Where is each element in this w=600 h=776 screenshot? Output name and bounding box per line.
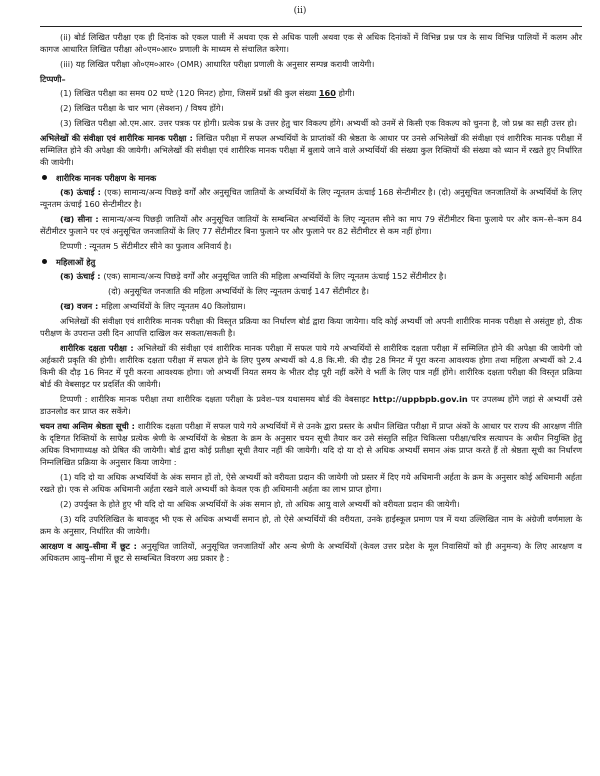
header-rule xyxy=(40,26,582,27)
website-link[interactable]: http://uppbpb.gov.in xyxy=(372,394,468,404)
female-height: (क) ऊंचाई : (एक) सामान्य/अन्य पिछड़े वर्गों और अनुसूचित जाति की महिला अभ्यर्थियों के लिए न्यूनतम ऊंचाई 152 सेंटीमीटर है। xyxy=(60,271,447,281)
bullet-icon xyxy=(42,175,47,180)
tie-rule-1: (1) यदि दो या अधिक अभ्यर्थियों के अंक समान हों तो, ऐसे अभ्यर्थी को वरीयता प्रदान की जायेगी जो प्रस्तर में दिए गये अधिमानी अर्हता के क्रम के अनुसार कोई अधिमानी अर्हता रखते हो। एक से अधिक अधिमानी अर्हता रखने वाले अभ्यर्थी को केवल एक ही अधिमानी अर्हता का लाभ प्राप्त होगा। xyxy=(40,472,582,494)
female-weight: (ख) वजन : महिला अभ्यर्थियों के लिए न्यूनतम 40 किलोग्राम। xyxy=(60,301,246,311)
note-3: (3) लिखित परीक्षा ओ.एम.आर. उत्तर पत्रक पर होगी। प्रत्येक प्रश्न के उत्तर हेतु चार विकल्प होंगे। अभ्यर्थी को उनमें से किसी एक विकल्प को चुनना है, जो प्रश्न का सही उत्तर हो। xyxy=(60,118,577,128)
section-label: अभिलेखों की संवीक्षा एवं शारीरिक मानक परीक्षा : xyxy=(40,133,197,143)
page-number: (ii) xyxy=(293,6,307,16)
para-objection: अभिलेखों की संवीक्षा एवं शारीरिक मानक परीक्षा की विस्तृत प्रक्रिया का निर्धारण बोर्ड द्वारा किया जायेगा। यदि कोई अभ्यर्थी जो अपनी शारीरिक मानक परीक्षा से असंतुष्ट हो, ठीक परीक्षण के उपरान्त उसी दिन आपत्ति दाखिल कर सकता/सकती है। xyxy=(40,316,582,338)
document-body xyxy=(40,31,582,567)
tie-rule-3: (3) यदि उपरिलिखित के बावजूद भी एक से अधिक अभ्यर्थी समान हो, तो ऐसे अभ्यर्थियों की वरीयता, उनके हाईस्कूल प्रमाण पत्र में यथा उल्लिखित नाम के अंग्रेजी वर्णमाला के क्रम के अनुसार, निर्धारित की जायेगी। xyxy=(40,514,582,536)
note-1: (1) लिखित परीक्षा का समय 02 घण्टे (120 मिनट) होगा, जिसमें प्रश्नों की कुल संख्या 160 होगी। xyxy=(60,88,355,98)
para-exam-shifts: (ii) बोर्ड लिखित परीक्षा एक ही दिनांक को एकल पाली में अथवा एक से अधिक पाली अथवा एक से अधिक दिनांकों में विभिन्न प्रश्न पत्र के साथ विभिन्न पालियों में कलम और कागज आधारित लिखित परीक्षा ओ०एम०आर० प्रणाली के माध्यम से संचालित करेगा। xyxy=(40,32,582,54)
bullet-physical-standards: शारीरिक मानक परीक्षण के मानक xyxy=(40,172,582,184)
male-chest: (ख) सीना : सामान्य/अन्य पिछड़ी जातियों और अनुसूचित जातियों के सम्बन्धित अभ्यर्थियों के लिए न्यूनतम सीने का माप 79 सेंटीमीटर बिना फुलाये पर और कम–से–कम 84 सेंटीमीटर फुलाने पर एवं अनुसूचित जनजातियों के लिए 77 सेंटीमीटर बिना फुलाने पर और फुलाने पर 82 सेंटीमीटर से कम नहीं होगा। xyxy=(40,214,582,236)
para-merit-list: चयन तथा अन्तिम श्रेष्ठता सूची : शारीरिक दक्षता परीक्षा में सफल पाये गये अभ्यर्थियों में से उनके द्वारा प्रस्तर के अधीन लिखित परीक्षा में प्राप्त अंकों के आधार पर राज्य की आरक्षण नीति के दृष्टिगत रिक्तियों के सापेक्ष प्रत्येक श्रेणी के अभ्यर्थियों के श्रेष्ठता के क्रम के अनुसार चयन सूची तैयार कर उसे संस्तुति सहित चिकित्सा परीक्षा/चरित्र सत्यापन के अधीन नियुक्ति हेतु अधिक विभागाध्यक्ष को प्रेषित की जायेगी। बोर्ड द्वारा कोई प्रतीक्षा सूची तैयार नहीं की जायेगी। यदि दो या दो से अधिक अभ्यर्थी समान अंक प्राप्त करते हैं तो श्रेष्ठता सूची का निर्धारण निम्नलिखित प्रक्रिया के अनुसार किया जायेगा : xyxy=(40,421,582,467)
male-height: (क) ऊंचाई : (एक) सामान्य/अन्य पिछड़े वर्गों और अनुसूचित जातियों के अभ्यर्थियों के लिए न्यूनतम ऊंचाई 168 सेन्टीमीटर है। (दो) अनुसूचित जनजातियों के अभ्यर्थियों के लिए न्यूनतम ऊंचाई 160 सेन्टीमीटर है। xyxy=(40,187,583,209)
para-reservation: आरक्षण व आयु–सीमा में छूट : अनुसूचित जातियों, अनुसूचित जनजातियों और अन्य श्रेणी के अभ्यर्थियों (केवल उत्तर प्रदेश के मूल निवासियों को ही अनुमन्य) के लिए आरक्षण व अधिकतम आयु–सीमा में छूट से सम्बन्धित विवरण अग्र प्रकार है : xyxy=(40,541,582,563)
bullet-icon xyxy=(42,259,47,264)
para-admit-card: टिप्पणी : शारीरिक मानक परीक्षा तथा शारीरिक दक्षता परीक्षा के प्रवेश–पत्र यथासमय बोर्ड की वेबसाइट http://uppbpb.gov.in पर उपलब्ध होंगे जहां से अभ्यर्थी उसे डाउनलोड कर प्राप्त कर सकेंगे। xyxy=(40,394,583,416)
question-count: 160 xyxy=(318,88,336,98)
chest-note: टिप्पणी : न्यूनतम 5 सेंटीमीटर सीने का फुलाव अनिवार्य है। xyxy=(60,241,232,251)
para-document-verification: अभिलेखों की संवीक्षा एवं शारीरिक मानक परीक्षा : लिखित परीक्षा में सफल अभ्यर्थियों के प्राप्तांकों की श्रेष्ठता के आधार पर उनसे अभिलेखों की संवीक्षा एवं शारीरिक मानक परीक्षा में सम्मिलित होने की अपेक्षा की जायेगी। अभिलेखों की संवीक्षा एवं शारीरिक मानक परीक्षा में बुलाये जाने वाले अभ्यर्थियों की संख्या कुल रिक्तियों की संख्या को ध्यान में रखते हुए निर्धारित की जायेगी। xyxy=(40,133,583,167)
note-2: (2) लिखित परीक्षा के चार भाग (सेक्शन) / विषय होंगे। xyxy=(60,103,224,113)
tie-rule-2: (2) उपर्युक्त के होते हुए भी यदि दो या अधिक अभ्यर्थियों के अंक समान हो, तो अधिक आयु वाले अभ्यर्थी को वरीयता प्रदान की जायेगी। xyxy=(60,499,460,509)
para-omr: (iii) यह लिखित परीक्षा ओ०एम०आर० (OMR) आधारित परीक्षा प्रणाली के अनुसार सम्पन्न करायी जायेगी। xyxy=(60,59,375,69)
note-heading: टिप्पणी– xyxy=(40,74,66,84)
para-physical-efficiency: शारीरिक दक्षता परीक्षा : अभिलेखों की संवीक्षा एवं शारीरिक मानक परीक्षा में सफल पाये गये अभ्यर्थियों से शारीरिक दक्षता परीक्षा में सम्मिलित होने की अपेक्षा की जायेगी जो अर्हकारी प्रकृति की होगी। शारीरिक दक्षता परीक्षा में सफल होने के लिए पुरुष अभ्यर्थी को 4.8 कि.मी. की दौड़ 28 मिनट में पूरा करना आवश्यक होगा तथा महिला अभ्यर्थी को 2.4 किमी की दौड़ 16 मिनट में पूरी करना आवश्यक होगा। जो अभ्यर्थी नियत समय के भीतर दौड़ पूरी नहीं करेंगे वे भर्ती के लिए पात्र नहीं होंगे। शारीरिक दक्षता परीक्षा की विस्तृत प्रक्रिया बोर्ड की वेबसाइट पर प्रदर्शित की जायेगी। xyxy=(40,343,582,389)
bullet-women: महिलाओं हेतु xyxy=(40,256,582,268)
female-height-st: (दो) अनुसूचित जनजाति की महिला अभ्यर्थियों के लिए न्यूनतम ऊंचाई 147 सेंटीमीटर है। xyxy=(108,286,369,296)
